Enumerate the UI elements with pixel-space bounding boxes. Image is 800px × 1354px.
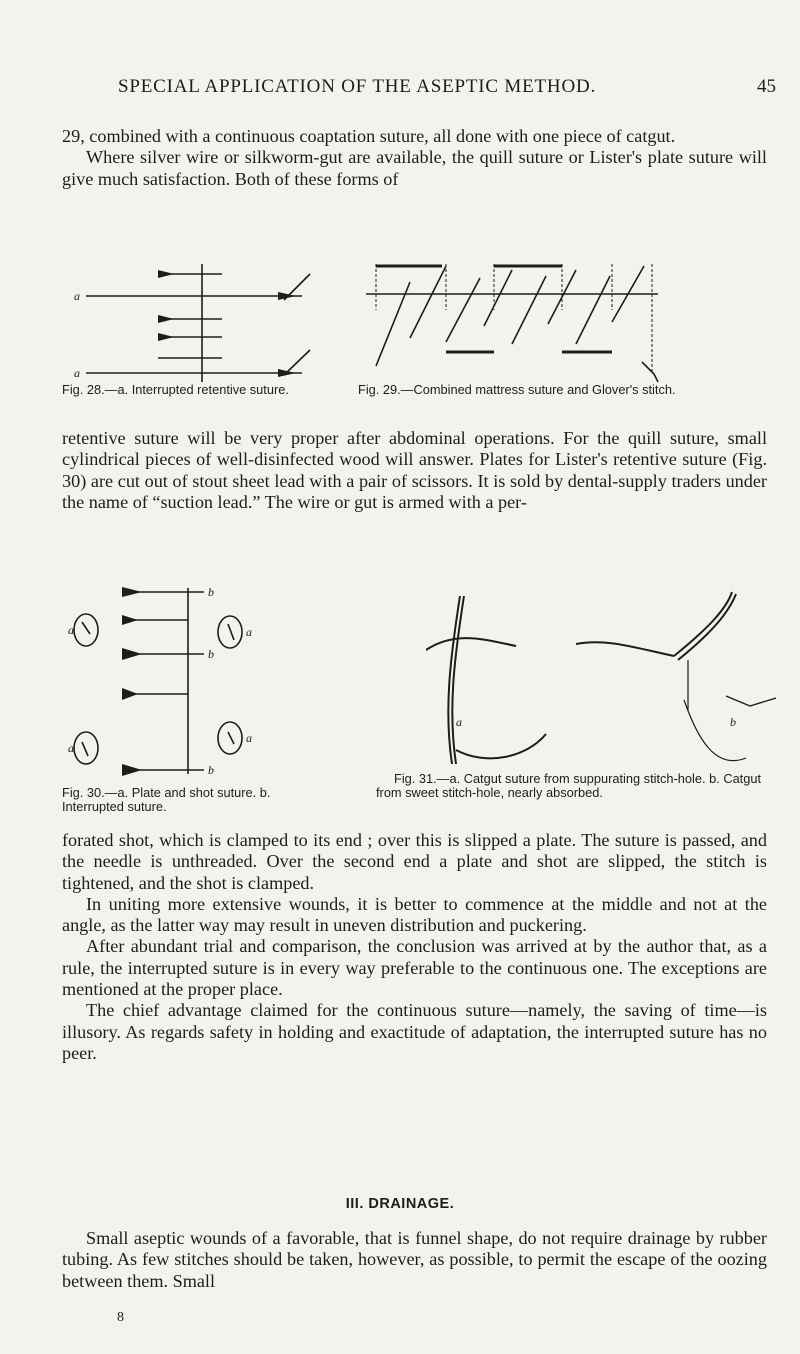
text-block-middle xyxy=(62,428,767,513)
fig30-label-a-2: a xyxy=(68,741,74,755)
text-block-lower xyxy=(62,830,767,1064)
fig30-label-a-4: a xyxy=(246,731,252,745)
running-title: SPECIAL APPLICATION OF THE ASEPTIC METHOD. xyxy=(118,76,597,97)
figure-29-combined-mattress-suture xyxy=(362,262,662,386)
fig30-label-b-1: b xyxy=(208,585,214,599)
fig31-label-b: b xyxy=(730,715,736,729)
running-header xyxy=(0,76,800,106)
text-block-top xyxy=(62,126,767,190)
figure-28-interrupted-retentive-suture xyxy=(74,262,320,382)
signature-mark: 8 xyxy=(117,1310,124,1325)
text-block-bottom xyxy=(62,1228,767,1292)
figure-28-caption: Fig. 28.—a. Interrupted retentive suture. xyxy=(62,382,289,397)
figure-31-catgut-from-stitch-holes xyxy=(426,590,776,770)
fig31-label-a: a xyxy=(456,715,462,729)
paragraph-4: forated shot, which is clamped to its end ; over this is slipped a plate. The suture is passed, and the needle is unthreaded. Over the second end a plate and shot are slipped, the stitch is tightened, and the shot is clamped. xyxy=(62,830,767,893)
figure-29-caption: Fig. 29.—Combined mattress suture and Glover's stitch. xyxy=(358,382,676,397)
fig30-label-a-1: a xyxy=(68,623,74,637)
fig30-label-a-3: a xyxy=(246,625,252,639)
fig30-label-b-2: b xyxy=(208,647,214,661)
fig30-label-b-3: b xyxy=(208,763,214,777)
figure-31-caption: Fig. 31.—a. Catgut suture from suppurating stitch-hole. b. Catgut from sweet stitch-hole, nearly absorbed. xyxy=(376,771,762,800)
fig28-label-a-upper: a xyxy=(74,289,80,303)
page-number: 45 xyxy=(757,76,776,97)
figure-30-caption: Fig. 30.—a. Plate and shot suture. b. Interrupted suture. xyxy=(62,785,271,814)
paragraph-8: Small aseptic wounds of a favorable, that is funnel shape, do not require drainage by rubber tubing. As few stitches should be taken, however, as possible, to permit the escape of the oozing between them. Small xyxy=(62,1228,767,1291)
figure-30-plate-and-shot-suture xyxy=(68,584,278,784)
paragraph-7: The chief advantage claimed for the continuous suture—namely, the saving of time—is illusory. As regards safety in holding and exactitude of adaptation, the interrupted suture has no peer. xyxy=(62,1000,767,1063)
paragraph-3: retentive suture will be very proper after abdominal operations. For the quill suture, small cylindrical pieces of well-disinfected wood will answer. Plates for Lister's retentive suture (Fig. 30) are cut out of stout sheet lead with a pair of scissors. It is sold by dental-supply traders under the name of “suction lead.” The wire or gut is armed with a per- xyxy=(62,428,767,512)
paragraph-1: 29, combined with a continuous coaptation suture, all done with one piece of catgut. xyxy=(62,126,676,146)
section-heading-drainage: III. DRAINAGE. xyxy=(345,1196,455,1212)
paragraph-6: After abundant trial and comparison, the conclusion was arrived at by the author that, as a rule, the interrupted suture is in every way preferable to the continuous one. The exceptions are mentioned at the proper place. xyxy=(62,936,767,1000)
paragraph-2: Where silver wire or silkworm-gut are available, the quill suture or Lister's plate suture will give much satisfaction. Both of these forms of xyxy=(62,147,767,189)
paragraph-5: In uniting more extensive wounds, it is better to commence at the middle and not at the angle, as the latter way may result in uneven distribution and puckering. xyxy=(62,893,767,936)
fig28-label-a-lower: a xyxy=(74,366,80,380)
